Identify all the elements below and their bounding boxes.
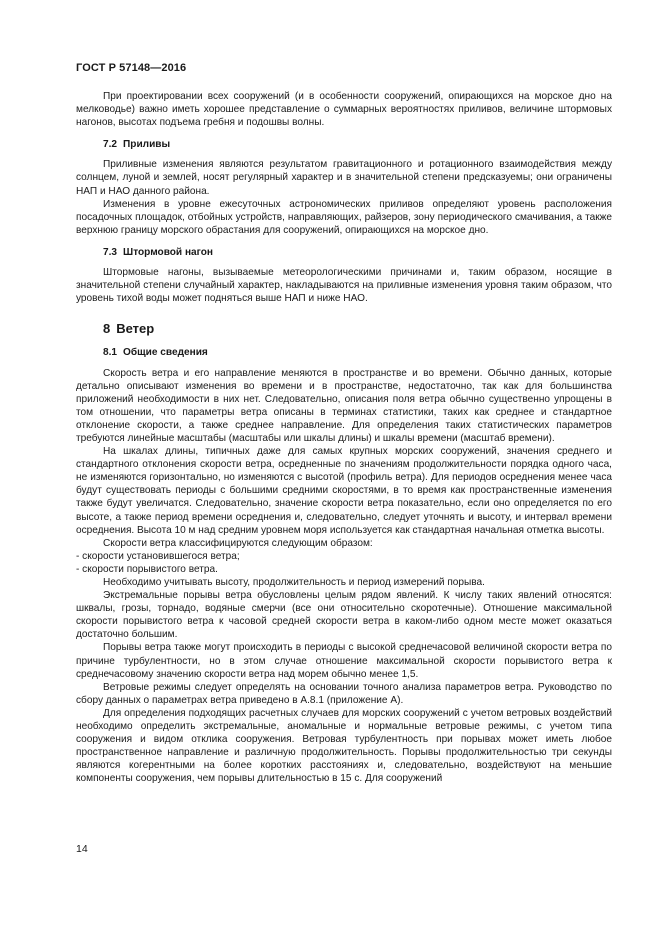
list-item: - скорости порывистого ветра. [76,563,218,575]
paragraph: Скорость ветра и его направление меняются в пространстве и во времени. Обычно данных, которые детально описывают изменения во времени и в пространстве, недостаточно, так как для большинства приложений необходимости в них нет. Следовательно, описания поля ветра обычно существенно упрощены в том отношении, что параметры ветра описаны в терминах статистики, таких как среднее и стандартное отклонение скорости, а также среднее направление. Для определения таких статистических параметров требуются линейные масштабы (масштабы или шкалы длины) и шкалы времени (масштаб времени). [76,367,612,444]
paragraph: Необходимо учитывать высоту, продолжительность и период измерений порыва. [103,577,485,588]
section-title: Штормовой нагон [123,246,213,258]
paragraph: Скорости ветра классифицируются следующим образом: [103,537,373,549]
paragraph: Изменения в уровне ежесуточных астрономических приливов определяют уровень расположения посадочных площадок, отбойных устройств, направляющих, райзеров, зону периодического смачивания, а также верхнюю границу морского обрастания для сооружений, опирающихся на морское дно. [76,198,612,236]
intro-paragraph: При проектировании всех сооружений (и в особенности сооружений, опирающихся на морское дно на мелководье) важно иметь хорошее представление о суммарных вероятностях приливов, величине штормовых нагонов, высотах подъема гребня и подошвы волны. [76,91,612,129]
section-number: 7.3 [103,246,118,258]
list-item: - скорости установившегося ветра; [76,550,240,562]
chapter-title: Ветер [116,321,155,337]
section-title: Общие сведения [123,347,208,359]
section-number: 7.2 [103,139,118,151]
section-heading-7-2 [103,138,612,151]
section-heading-8-1 [103,346,612,359]
paragraph: Экстремальные порывы ветра обусловлены целым рядом явлений. К числу таких явлений относятся: шквалы, грозы, торнадо, водяные смерчи (все они относительно скоротечные). Отношение максимальной скорости порывистого ветра к часовой средней скорости ветра в каком-либо одном месте может оказаться достаточно большим. [76,590,612,641]
section-title: Приливы [123,139,171,151]
page-number: 14 [76,843,88,855]
section-number: 8.1 [103,347,118,359]
paragraph: Приливные изменения являются результатом гравитационного и ротационного взаимодействия между солнцем, луной и землей, носят регулярный характер и в значительной степени предсказуемы; они ограничены НАП и НАО данного района. [76,159,612,197]
chapter-heading-8 [103,322,612,335]
chapter-number: 8 [103,321,111,337]
paragraph: Ветровые режимы следует определять на основании точного анализа параметров ветра. Руководство по сбору данных о параметрах ветра приведено в А.8.1 (приложение А). [76,681,612,706]
paragraph: Для определения подходящих расчетных случаев для морских сооружений с учетом ветровых воздействий необходимо определить экстремальные, аномальные и нормальные ветровые режимы, с учетом типа сооружения и видом отклика сооружения. Ветровая турбулентность при порывах может иметь любое пространственное направление и различную продолжительность. Порывы продолжительностью три секунды являются когерентными на более коротких расстояниях и, следовательно, воздействуют на меньшие компоненты сооружения, чем порывы длительностью в 15 с. Для сооружений [76,707,612,785]
section-heading-7-3 [103,246,612,259]
paragraph: Штормовые нагоны, вызываемые метеорологическими причинами и, таким образом, носящие в значительной степени случайный характер, накладываются на приливные изменения уровня таким образом, что уровень тихой воды может подняться выше НАП и ниже НАО. [76,267,612,305]
paragraph: На шкалах длины, типичных даже для самых крупных морских сооружений, значения среднего и стандартного отклонения скорости ветра, осредненные по значениям продолжительности порядка одного часа, не изменяются горизонтально, но изменяются с высотой (профиль ветра). Для периодов осреднения менее часа будут существовать периоды с большими средними скоростями, в то время как пространственные изменения также будут увеличатся. Следовательно, значение скорости ветра показательно, если оно определяется по его высоте, а также период времени осреднения и, следовательно, следует уточнять и высоту, и интервал времени осреднения. Высота 10 м над средним уровнем моря используется как стандартная начальная отметка высоты. [76,446,612,536]
paragraph: Порывы ветра также могут происходить в периоды с высокой среднечасовой величиной скорости ветра по причине турбулентности, но в этом случае отношение максимальной скорости порывистого ветра к среднечасовому значению скорости ветра над морем обычно менее 1,5. [76,642,612,680]
document-code-header: ГОСТ Р 57148—2016 [76,62,187,74]
document-body [76,90,612,786]
